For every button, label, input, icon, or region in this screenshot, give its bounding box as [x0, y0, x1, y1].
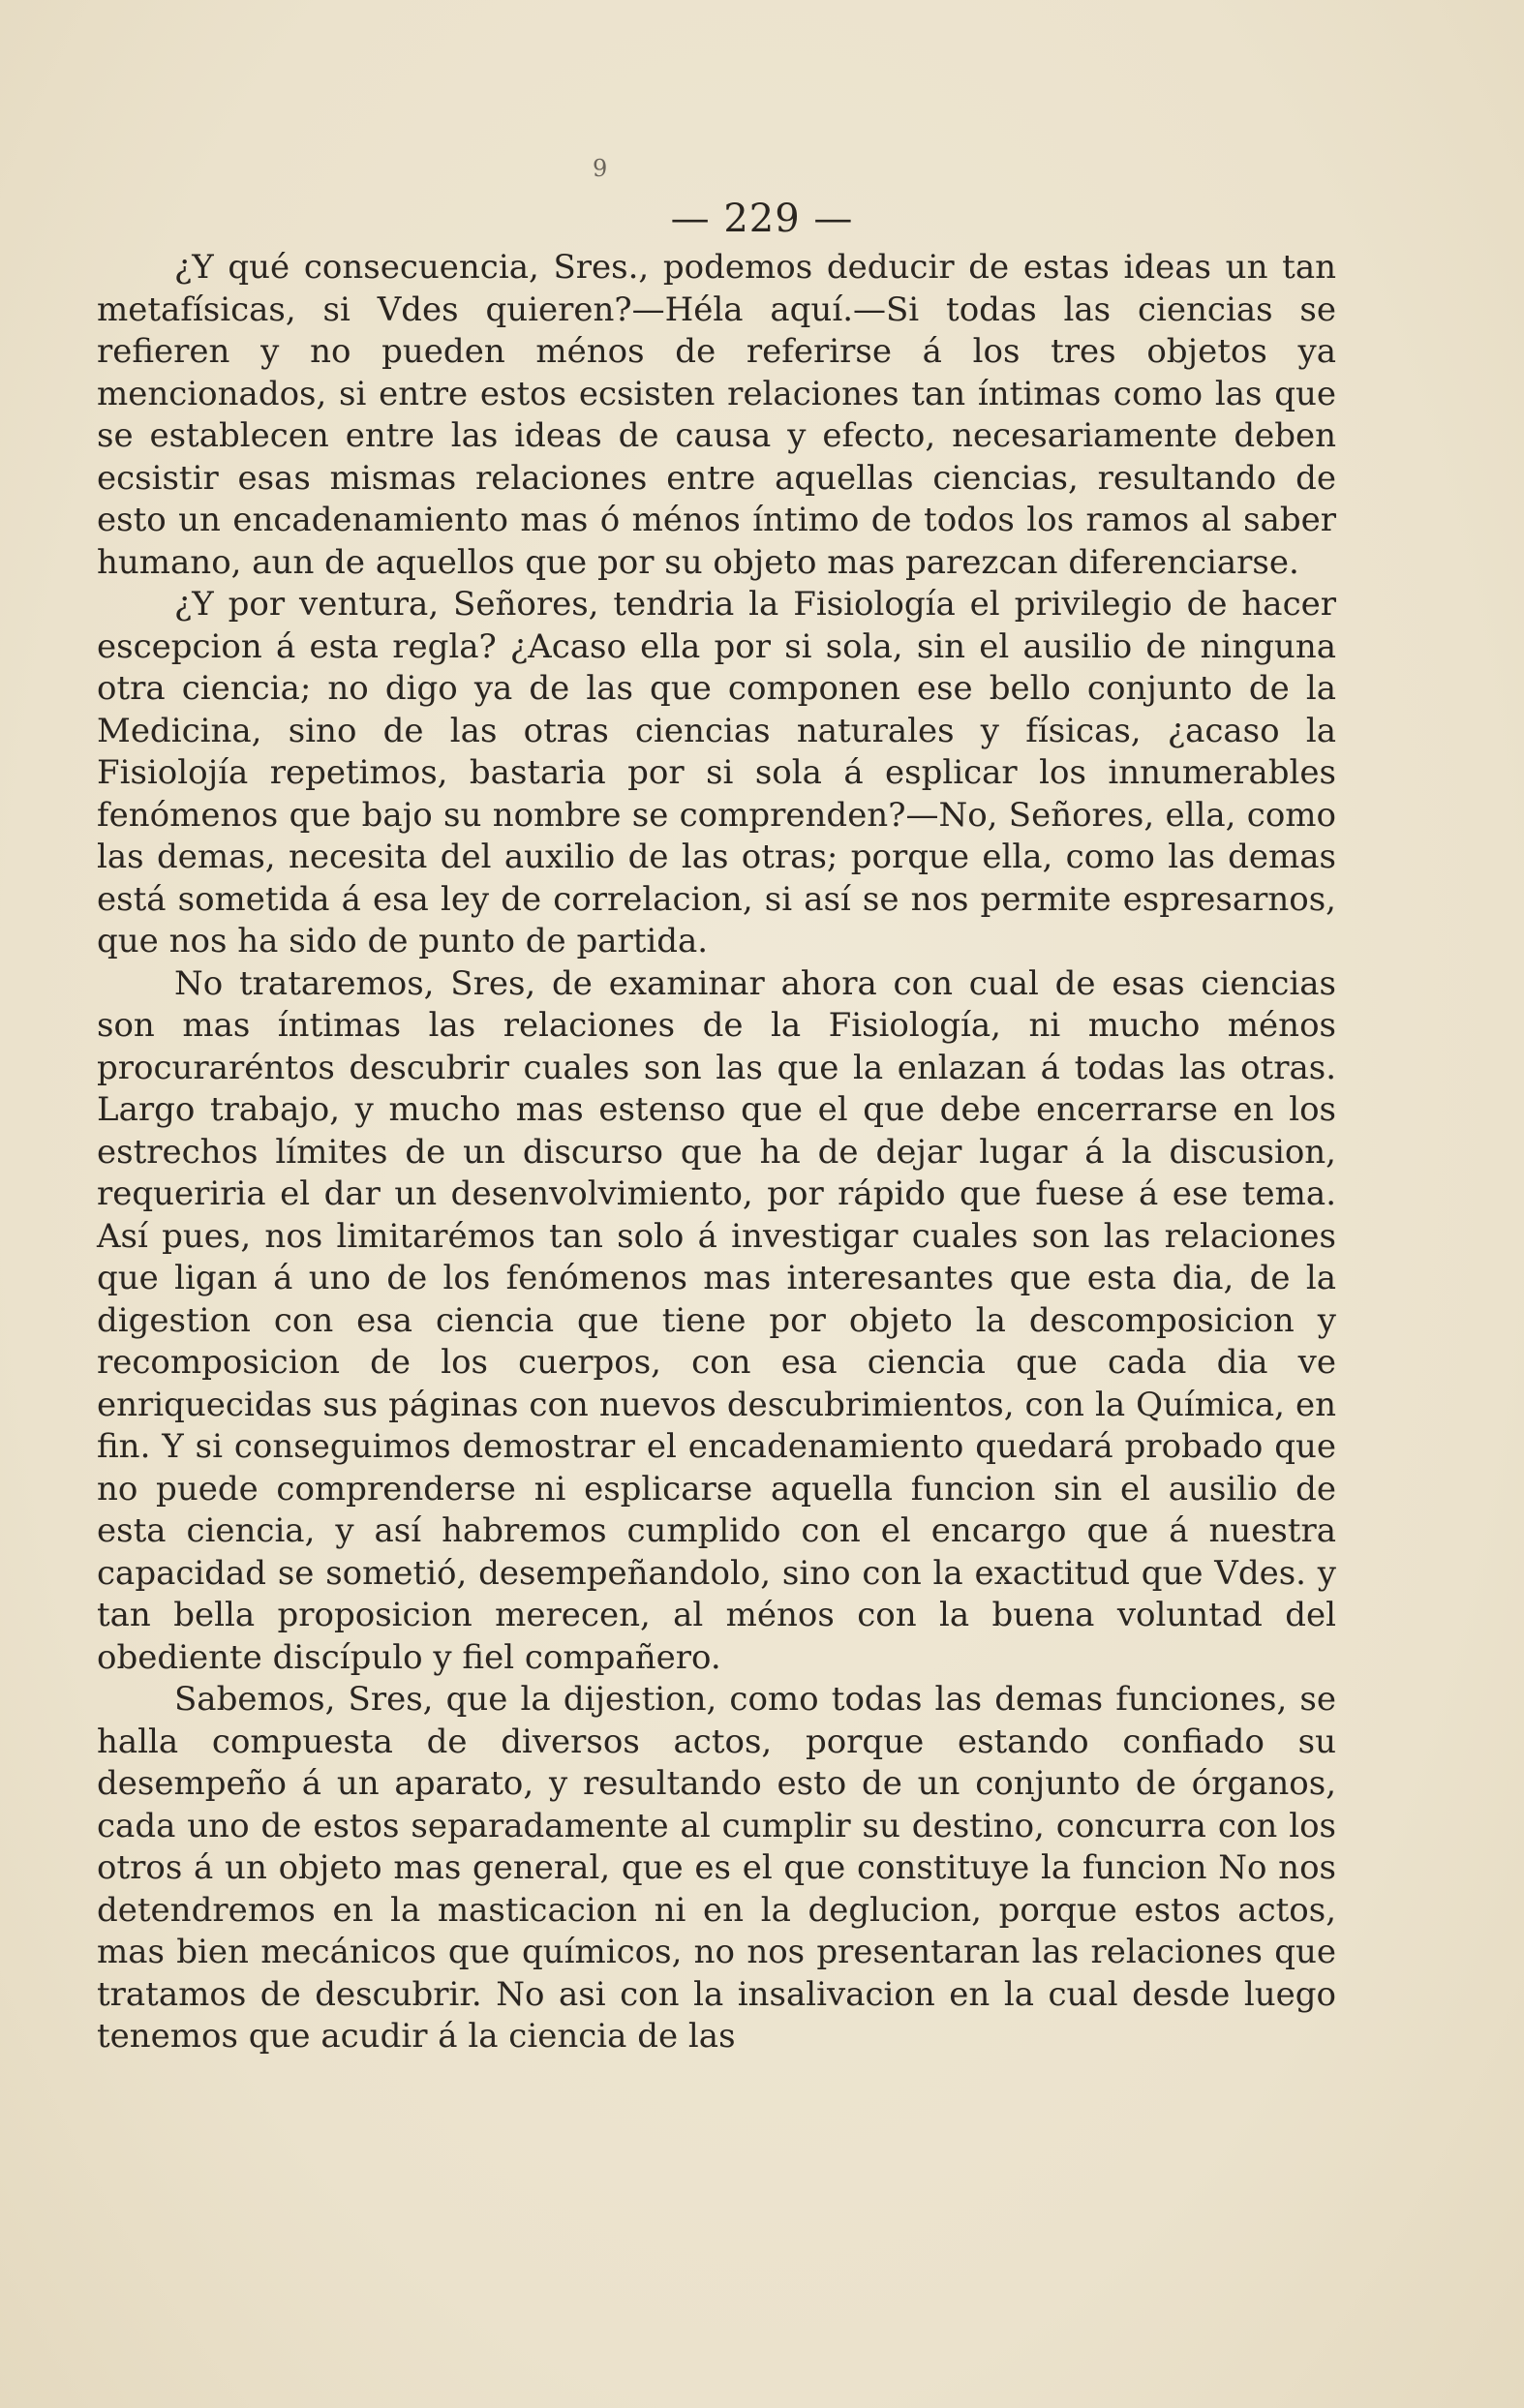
paragraph: ¿Y qué consecuencia, Sres., podemos deducir de estas ideas un tan metafísicas, si Vdes quieren?—Héla aquí.—Si todas las ciencias se refieren y no pueden ménos de referirse á los tres objetos ya mencionados, si entre estos ecsisten relaciones tan íntimas como las que se establecen entre las ideas de causa y efecto, necesariamente deben ecsistir esas mismas relaciones entre aquellas ciencias, resultando de esto un encadenamiento mas ó ménos íntimo de todos los ramos al saber humano, aun de aquellos que por su objeto mas parezcan diferenciarse. — [97, 248, 1336, 582]
stain-mark: 9 — [593, 155, 608, 182]
paragraph: ¿Y por ventura, Señores, tendria la Fisiología el privilegio de hacer escepcion á esta regla? ¿Acaso ella por si sola, sin el ausilio de ninguna otra ciencia; no digo ya de las que componen ese bello conjunto de la Medicina, sino de las otras ciencias naturales y físicas, ¿acaso la Fisiolojía repetimos, bastaria por si sola á esplicar los innumerables fenómenos que bajo su nombre se comprenden?—No, Señores, ella, como las demas, necesita del auxilio de las otras; porque ella, como las demas está sometida á esa ley de correlacion, si así se nos permite espresarnos, que nos ha sido de punto de partida. — [97, 585, 1336, 960]
body-text — [97, 247, 1336, 2058]
paragraph: Sabemos, Sres, que la dijestion, como todas las demas funciones, se halla compuesta de diversos actos, porque estando confiado su desempeño á un aparato, y resultando esto de un conjunto de órganos, cada uno de estos separadamente al cumplir su destino, concurra con los otros á un objeto mas general, que es el que constituye la funcion No nos detendremos en la masticacion ni en la deglucion, porque estos actos, mas bien mecánicos que químicos, no nos presentaran las relaciones que tratamos de descubrir. No asi con la insalivacion en la cual desde luego tenemos que acudir á la ciencia de las — [97, 1680, 1336, 2056]
page-number: — 229 — — [670, 197, 854, 241]
paragraph: No trataremos, Sres, de examinar ahora con cual de esas ciencias son mas íntimas las relaciones de la Fisiología, ni mucho ménos procuraréntos descubrir cuales son las que la enlazan á todas las otras. Largo trabajo, y mucho mas estenso que el que debe encerrarse en los estrechos límites de un discurso que ha de dejar lugar á la discusion, requeriria el dar un desenvolvimiento, por rápido que fuese á ese tema. Así pues, nos limitarémos tan solo á investigar cuales son las relaciones que ligan á uno de los fenómenos mas interesantes que esta dia, de la digestion con esa ciencia que tiene por objeto la descomposicion y recomposicion de los cuerpos, con esa ciencia que cada dia ve enriquecidas sus páginas con nuevos descubrimientos, con la Química, en fin. Y si conseguimos demostrar el encadenamiento quedará probado que no puede comprenderse ni esplicarse aquella funcion sin el ausilio de esta ciencia, y así habremos cumplido con el encargo que á nuestra capacidad se sometió, desempeñandolo, sino con la exactitud que Vdes. y tan bella proposicion merecen, al ménos con la buena voluntad del obediente discípulo y fiel compañero. — [97, 963, 1336, 1677]
